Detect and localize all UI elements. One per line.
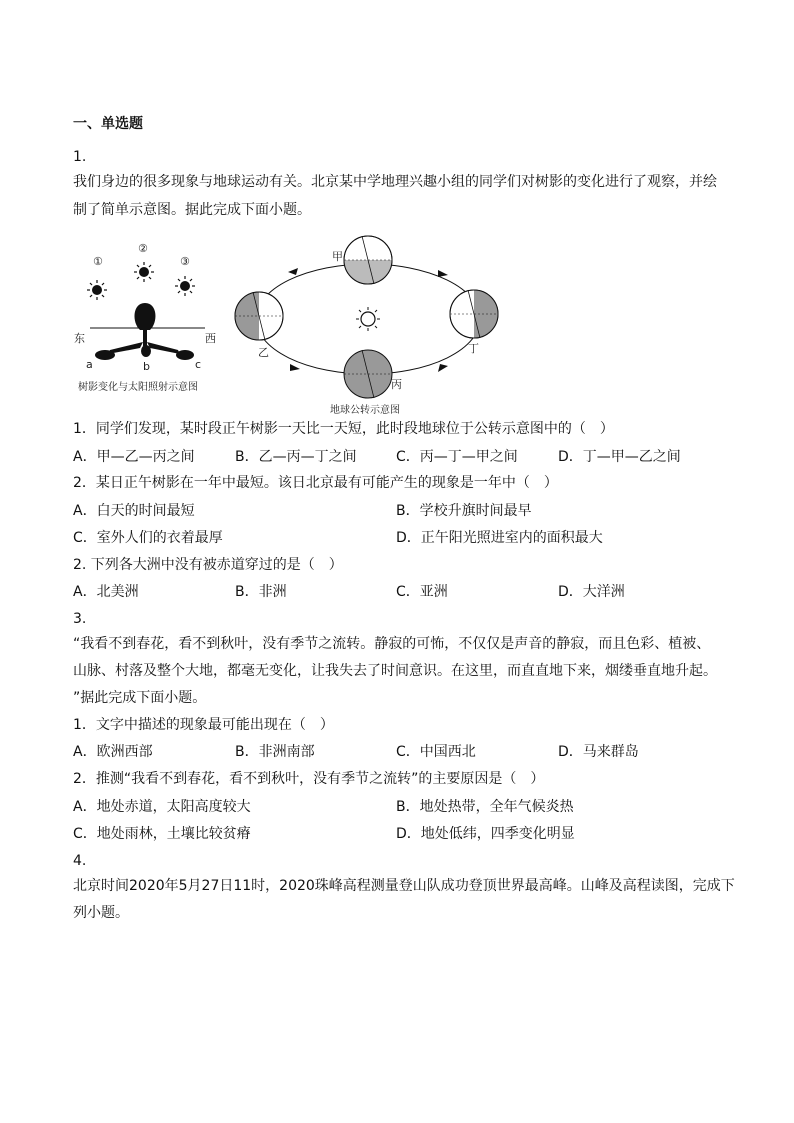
question-number: 4. (73, 853, 87, 869)
tree-icon (135, 303, 156, 346)
question-number: 1. (73, 149, 87, 165)
question-stem: ”据此完成下面小题。 (73, 690, 207, 706)
figure-caption: 地球公转示意图 (330, 405, 400, 416)
option-a[interactable]: A．甲—乙—丙之间 (73, 449, 195, 465)
question-stem: “我看不到春花，看不到秋叶，没有季节之流转。静寂的可怖，不仅仅是声音的静寂，而且色彩、植被、 (73, 636, 711, 652)
question-stem: 制了简单示意图。据此完成下面小题。 (73, 202, 311, 218)
west-label: 西 (205, 332, 216, 345)
option-d[interactable]: D．正午阳光照进室内的面积最大 (396, 530, 603, 546)
sun-icon (175, 276, 195, 296)
option-b[interactable]: B．非洲 (235, 584, 287, 600)
sun-label-3: ③ (180, 255, 190, 268)
earth-position-bing (344, 350, 392, 398)
position-label-yi: 乙 (258, 346, 269, 359)
earth-position-yi (235, 292, 283, 340)
subquestion-stem: 2．某日正午树影在一年中最短。该日北京最有可能产生的现象是一年中（ ） (73, 475, 558, 491)
earth-revolution-diagram (228, 228, 510, 418)
option-b[interactable]: B．非洲南部 (235, 744, 315, 760)
option-c[interactable]: C．中国西北 (396, 744, 476, 760)
option-b[interactable]: B．乙—丙—丁之间 (235, 449, 357, 465)
option-d[interactable]: D．大洋洲 (558, 584, 625, 600)
section-title: 一、单选题 (73, 116, 143, 132)
question-number: 3. (73, 611, 87, 627)
option-c[interactable]: C．室外人们的衣着最厚 (73, 530, 223, 546)
option-d[interactable]: D．丁—甲—乙之间 (558, 449, 681, 465)
earth-position-ding (450, 290, 498, 338)
position-label-ding: 丁 (468, 342, 479, 355)
shadow-label-a: a (86, 358, 93, 371)
tree-shadow-figure (70, 238, 250, 398)
sun-icon (134, 262, 154, 282)
shadow-label-c: c (195, 358, 202, 371)
option-b[interactable]: B．学校升旗时间最早 (396, 503, 532, 519)
revolution-figure (228, 228, 510, 418)
subquestion-stem: 2．推测“我看不到春花，看不到秋叶，没有季节之流转”的主要原因是（ ） (73, 771, 545, 787)
option-a[interactable]: A．欧洲西部 (73, 744, 153, 760)
option-a[interactable]: A．地处赤道，太阳高度较大 (73, 799, 251, 815)
sun-icon (356, 307, 380, 331)
sun-label-2: ② (138, 242, 148, 255)
shadow-label-b: b (143, 360, 150, 373)
subquestion-stem: 1．同学们发现，某时段正午树影一天比一天短，此时段地球位于公转示意图中的（ ） (73, 421, 614, 437)
question-stem: 列小题。 (73, 905, 129, 921)
option-b[interactable]: B．地处热带，全年气候炎热 (396, 799, 574, 815)
question-stem: 北京时间2020年5月27日11时，2020珠峰高程测量登山队成功登顶世界最高峰。山峰及高程读图，完成下 (73, 878, 735, 894)
option-d[interactable]: D．地处低纬，四季变化明显 (396, 826, 575, 842)
subquestion-stem: 1．文字中描述的现象最可能出现在（ ） (73, 717, 334, 733)
option-a[interactable]: A．北美洲 (73, 584, 139, 600)
east-label: 东 (74, 332, 85, 345)
option-c[interactable]: C．亚洲 (396, 584, 448, 600)
option-a[interactable]: A．白天的时间最短 (73, 503, 195, 519)
sun-label-1: ① (93, 255, 103, 268)
question-stem: 山脉、村落及整个大地，都毫无变化，让我失去了时间意识。在这里，而直直地下来，烟缕垂直地升起。 (73, 663, 717, 679)
question-stem: 我们身边的很多现象与地球运动有关。北京某中学地理兴趣小组的同学们对树影的变化进行了观察，并绘 (73, 174, 717, 190)
option-c[interactable]: C．地处雨林，土壤比较贫瘠 (73, 826, 251, 842)
position-label-bing: 丙 (391, 378, 402, 391)
sun-icon (87, 280, 107, 300)
shadow-c (147, 342, 180, 354)
position-label-jia: 甲 (332, 250, 343, 263)
option-d[interactable]: D．马来群岛 (558, 744, 639, 760)
option-c[interactable]: C．丙—丁—甲之间 (396, 449, 518, 465)
question-stem: 2. 下列各大洲中没有被赤道穿过的是（ ） (73, 557, 343, 573)
earth-position-jia (344, 236, 392, 284)
figure-caption: 树影变化与太阳照射示意图 (78, 382, 198, 393)
